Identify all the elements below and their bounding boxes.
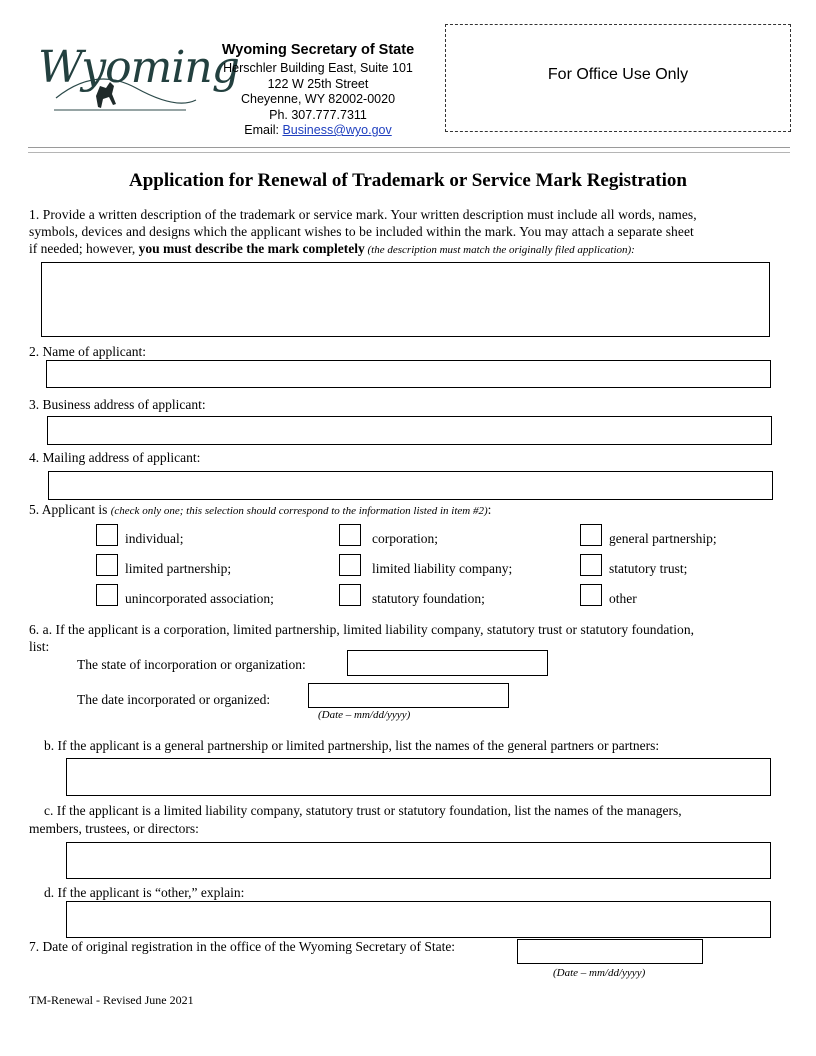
org-name: Wyoming Secretary of State xyxy=(221,42,415,58)
q1-line-3 xyxy=(29,240,635,259)
managers-members-field[interactable] xyxy=(66,842,771,879)
option-llc: limited liability company; xyxy=(372,561,513,576)
option-unincorporated-association: unincorporated association; xyxy=(125,591,274,606)
email-label: Email: xyxy=(244,123,283,137)
other-explanation-field[interactable] xyxy=(66,901,771,938)
q1-line-1: 1. Provide a written description of the trademark or service mark. Your written description must include all words, names, xyxy=(29,207,697,222)
q6c-line-2: members, trustees, or directors: xyxy=(29,821,199,836)
q6b-label: b. If the applicant is a general partnership or limited partnership, list the names of the general partners or partners: xyxy=(44,738,660,753)
state-of-incorporation-label: The state of incorporation or organization: xyxy=(77,657,306,672)
q6d-label: d. If the applicant is “other,” explain: xyxy=(44,885,245,900)
q6a-line-1: 6. a. If the applicant is a corporation, limited partnership, limited liability company, statutory trust or statutory foundation, xyxy=(29,622,695,637)
email-link[interactable]: Business@wyo.gov xyxy=(282,123,392,137)
q2-label: 2. Name of applicant: xyxy=(29,344,146,359)
q7-label: 7. Date of original registration in the office of the Wyoming Secretary of State: xyxy=(29,939,456,954)
mark-description-field[interactable] xyxy=(41,262,770,337)
checkbox-other[interactable] xyxy=(580,584,602,606)
phone-number: Ph. 307.777.7311 xyxy=(269,107,367,122)
original-registration-date-hint: (Date – mm/dd/yyyy) xyxy=(553,967,646,979)
mailing-address-field[interactable] xyxy=(48,471,773,500)
business-address-field[interactable] xyxy=(47,416,772,445)
address-line-1: Herschler Building East, Suite 101 xyxy=(223,61,413,75)
email-line xyxy=(200,123,436,139)
q6a-line-2: list: xyxy=(29,639,50,654)
original-registration-date-field[interactable] xyxy=(517,939,703,964)
q1-emphasis: you must describe the mark completely xyxy=(138,241,365,256)
header-divider xyxy=(28,147,790,153)
checkbox-individual[interactable] xyxy=(96,524,118,546)
q1-line-3-start: if needed; however, xyxy=(29,241,139,256)
q3-label: 3. Business address of applicant: xyxy=(29,397,206,412)
logo-wordmark: Wyoming xyxy=(38,42,239,93)
option-statutory-foundation: statutory foundation; xyxy=(372,591,485,606)
option-corporation: corporation; xyxy=(372,531,438,546)
q5-label xyxy=(29,501,491,520)
date-incorporated-hint: (Date – mm/dd/yyyy) xyxy=(318,709,411,721)
q1-line-2: symbols, devices and designs which the applicant wishes to be included within the mark. You may attach a separate sheet xyxy=(29,224,694,239)
general-partners-field[interactable] xyxy=(66,758,771,796)
form-revision-footer: TM-Renewal - Revised June 2021 xyxy=(29,993,194,1007)
checkbox-limited-partnership[interactable] xyxy=(96,554,118,576)
q5-hint: (check only one; this selection should correspond to the information listed in item #2) xyxy=(110,505,488,517)
checkbox-statutory-trust[interactable] xyxy=(580,554,602,576)
q5-label-text: 5. Applicant is xyxy=(29,502,111,517)
office-use-label: For Office Use Only xyxy=(547,66,689,83)
option-individual: individual; xyxy=(125,531,184,546)
form-title: Application for Renewal of Trademark or Service Mark Registration xyxy=(129,170,687,191)
applicant-name-field[interactable] xyxy=(46,360,771,388)
checkbox-llc[interactable] xyxy=(339,554,361,576)
address-line-2: 122 W 25th Street xyxy=(267,76,369,91)
office-use-box xyxy=(445,24,791,132)
wyoming-logo xyxy=(36,36,239,132)
option-general-partnership: general partnership; xyxy=(609,531,717,546)
q6c-line-1: c. If the applicant is a limited liability company, statutory trust or statutory foundation, list the names of the managers, xyxy=(44,803,682,818)
option-other: other xyxy=(609,591,637,606)
q4-label: 4. Mailing address of applicant: xyxy=(29,450,201,465)
checkbox-corporation[interactable] xyxy=(339,524,361,546)
option-statutory-trust: statutory trust; xyxy=(609,561,688,576)
q5-hint-end: : xyxy=(487,502,492,517)
q1-hint: (the description must match the originally filed application): xyxy=(364,244,635,256)
checkbox-general-partnership[interactable] xyxy=(580,524,602,546)
option-limited-partnership: limited partnership; xyxy=(125,561,232,576)
checkbox-unincorporated-association[interactable] xyxy=(96,584,118,606)
date-incorporated-field[interactable] xyxy=(308,683,509,708)
state-of-incorporation-field[interactable] xyxy=(347,650,548,676)
checkbox-statutory-foundation[interactable] xyxy=(339,584,361,606)
address-line-3: Cheyenne, WY 82002-0020 xyxy=(240,92,396,106)
date-incorporated-label: The date incorporated or organized: xyxy=(77,692,271,707)
